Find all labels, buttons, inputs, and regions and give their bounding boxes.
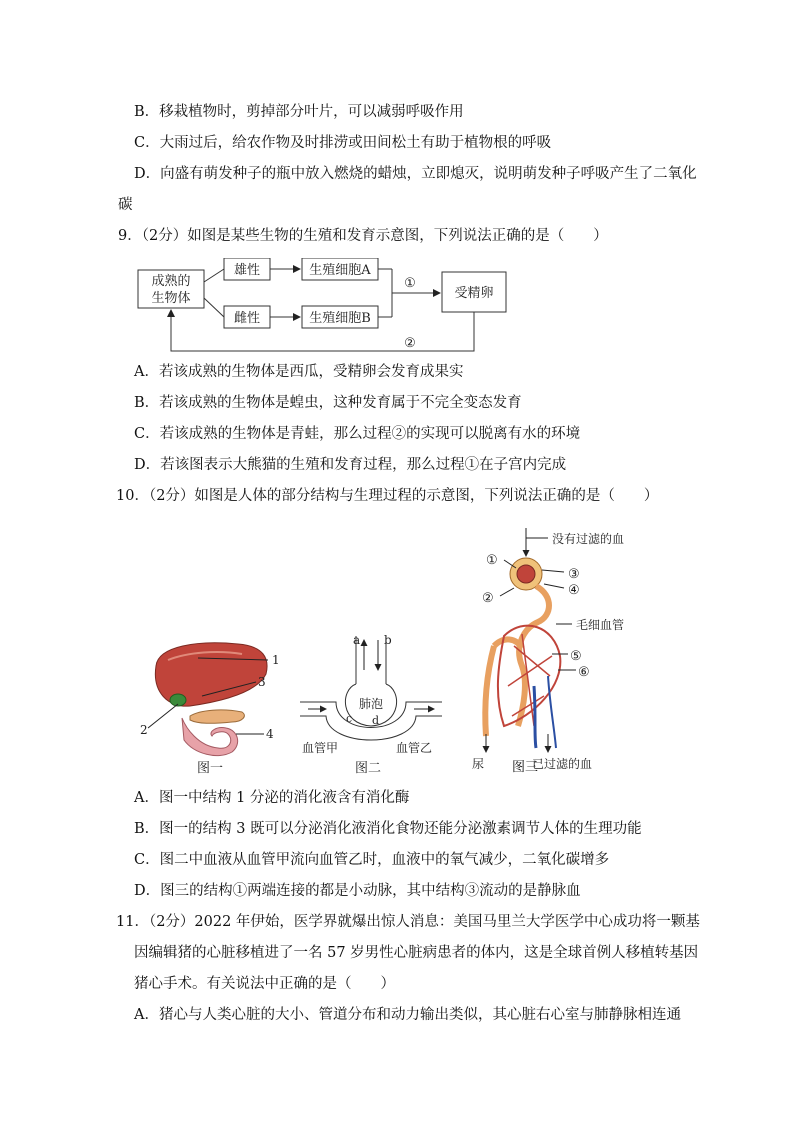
fig1-caption: 图一 <box>196 761 224 776</box>
fig1-label-1: 1 <box>272 653 280 667</box>
male-label: 雄性 <box>233 263 261 278</box>
fig3-caption: 图三 <box>512 760 539 775</box>
fig3-nephron-diagram <box>464 526 664 776</box>
fig3-n1: ① <box>486 553 498 568</box>
fig3-n2: ② <box>482 591 494 606</box>
q10-stem: 10．（2分）如图是人体的部分结构与生理过程的示意图，下列说法正确的是（ ） <box>116 488 659 504</box>
fig2-vessel-b: 血管乙 <box>396 741 433 755</box>
option-b-prev: B．移栽植物时，剪掉部分叶片，可以减弱呼吸作用 <box>134 104 464 120</box>
organism-label-2: 生物体 <box>151 291 191 306</box>
fig2-c: c <box>346 712 353 725</box>
fig2-caption: 图二 <box>354 761 382 776</box>
fig2-d: d <box>372 714 380 727</box>
fig3-n6: ⑥ <box>578 665 590 680</box>
zygote-label: 受精卵 <box>454 286 494 301</box>
fig2-a: a <box>353 633 361 647</box>
option-d-prev-cont: 碳 <box>118 197 133 213</box>
option-c-prev: C．大雨过后，给农作物及时排涝或田间松土有助于植物根的呼吸 <box>134 135 552 151</box>
fig1-label-4: 4 <box>266 727 274 741</box>
q9-option-c: C．若该成熟的生物体是青蛙，那么过程②的实现可以脱离有水的环境 <box>134 426 581 442</box>
q11-stem-2: 因编辑猪的心脏移植进了一名 57 岁男性心脏病患者的体内，这是全球首例人移植转基因 <box>134 945 699 961</box>
step-1-label: ① <box>404 276 416 291</box>
q9-diagram <box>120 258 520 358</box>
q9-option-a: A．若该成熟的生物体是西瓜，受精卵会发育成果实 <box>134 364 464 380</box>
q11-stem-1: 11．（2分）2022 年伊始，医学界就爆出惊人消息：美国马里兰大学医学中心成功将一颗基 <box>116 914 700 930</box>
fig3-unfiltered: 没有过滤的血 <box>552 532 625 546</box>
q10-option-b: B．图一的结构 3 既可以分泌消化液消化食物还能分泌激素调节人体的生理功能 <box>134 821 642 837</box>
fig1-liver-diagram <box>138 636 288 776</box>
fig3-filtered: 已过滤的血 <box>532 757 593 771</box>
step-2-label: ② <box>404 336 416 351</box>
q9-stem: 9．（2分）如图是某些生物的生殖和发育示意图，下列说法正确的是（ ） <box>118 228 608 244</box>
fig3-n3: ③ <box>568 567 580 582</box>
option-d-prev: D．向盛有萌发种子的瓶中放入燃烧的蜡烛，立即熄灭，说明萌发种子呼吸产生了二氧化 <box>134 166 697 182</box>
q10-option-d: D．图三的结构①两端连接的都是小动脉，其中结构③流动的是静脉血 <box>134 883 581 899</box>
fig3-capillary: 毛细血管 <box>576 618 625 632</box>
female-label: 雌性 <box>233 311 261 326</box>
fig1-label-3: 3 <box>258 675 266 689</box>
fig3-n5: ⑤ <box>570 649 582 664</box>
fig2-alveolus-diagram <box>296 628 446 776</box>
q11-stem-3: 猪心手术。有关说法中正确的是（ ） <box>134 976 395 992</box>
fig3-urine: 尿 <box>472 757 485 771</box>
organism-label-1: 成熟的 <box>151 274 191 289</box>
fig2-vessel-a: 血管甲 <box>302 741 339 755</box>
q11-option-a: A．猪心与人类心脏的大小、管道分布和动力输出类似，其心脏右心室与肺静脉相连通 <box>134 1007 681 1023</box>
fig1-label-2: 2 <box>140 723 148 737</box>
q9-option-b: B．若该成熟的生物体是蝗虫，这种发育属于不完全变态发育 <box>134 395 522 411</box>
fig2-alveolus: 肺泡 <box>358 697 384 711</box>
q10-option-a: A．图一中结构 1 分泌的消化液含有消化酶 <box>134 790 410 806</box>
cell-a-label: 生殖细胞A <box>309 263 371 278</box>
cell-b-label: 生殖细胞B <box>309 311 371 326</box>
fig3-n4: ④ <box>568 583 580 598</box>
q10-option-c: C．图二中血液从血管甲流向血管乙时，血液中的氧气减少，二氧化碳增多 <box>134 852 610 868</box>
q9-option-d: D．若该图表示大熊猫的生殖和发育过程，那么过程①在子宫内完成 <box>134 457 567 473</box>
fig2-b: b <box>384 633 392 647</box>
